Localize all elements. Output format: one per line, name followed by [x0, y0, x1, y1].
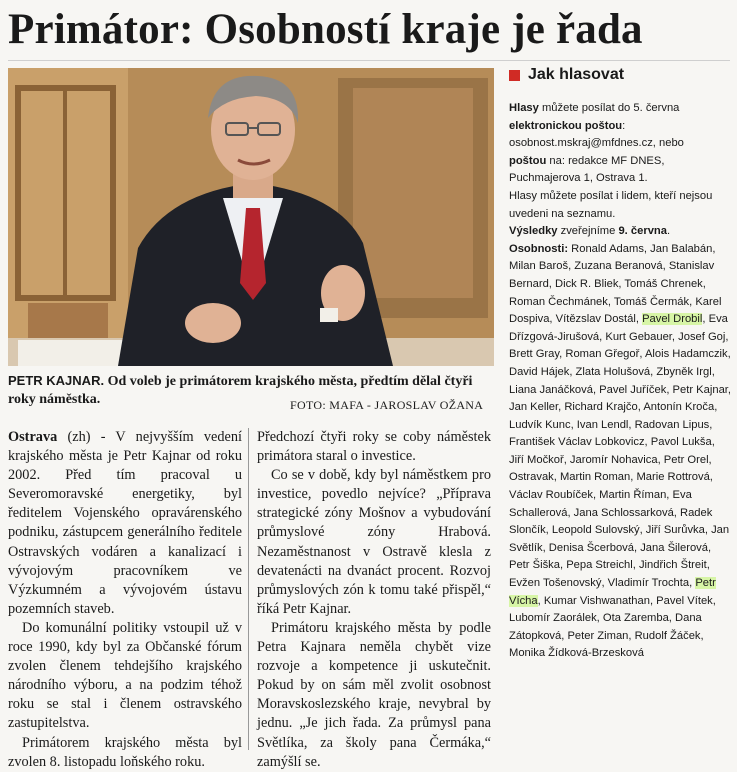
results-end: .	[666, 225, 671, 238]
column-divider	[248, 428, 249, 750]
article-paragraph-4: Předchozí čtyři roky se coby náměstek primátora staral o investice.	[257, 429, 491, 465]
sidebar-email: osobnost.mskraj@mfdnes.cz, nebo	[509, 137, 684, 150]
portrait-photo	[8, 68, 494, 366]
hlasy-label: Hlasy	[509, 102, 539, 114]
portrait-illustration	[8, 68, 494, 366]
people-list-2: , Eva Dřízgová-Jirušová, Kurt Gebauer, Josef Goj, Brett Gray, Roman Gřegoř, Alois Hadamczik, David Hájek, Zlata Holušová, Zbyněk Irgl, Liana Janáčková, Pavel Juříček, Petr Kajnar, Jan Keller, Richard Krajčo, Antonín Kroča, Ludvík Kunc, Ivan Lendl, Radovan Lipus, František Václav Lobkovicz, Pavol Lukša, Jiří Močkoř, Jaromír Nohavica, Petr Orel, Ostravak, Martin Roman, Marie Rottrová, Václav Roubíček, Martin Říman, Eva Schallerová, Jana Schlossarková, Radek Slončík, Leopold Sulovský, Jiří Surůvka, Jan Světlík, Denisa Šcerbová, Jana Šilerová, Petr Šiška, Pepa Streichl, Jindřich Štreit, Evžen Tošenovský, Vladimír Trochta,	[509, 313, 732, 590]
results-date: 9. června	[618, 225, 667, 238]
people-list-1: Ronald Adams, Jan Balabán, Milan Baroš, Zuzana Beranová, Stanislav Bernard, Dick R. Bliek, Tomáš Chrenek, Roman Čechmánek, Tomáš Čermák, Karel Dospiva, Vítězslav Dostál,	[509, 242, 722, 326]
hlasy-text: můžete posílat do 5. června	[538, 102, 680, 114]
headline-rule	[8, 60, 730, 61]
sidebar-people	[509, 241, 731, 663]
voting-sidebar	[509, 64, 731, 663]
article-paragraph-5: Co se v době, kdy byl náměstkem pro investice, povedlo nejvíce? „Příprava strategické zóny Mošnov a vybudování průmyslové zóny Hrabová. Nezaměstnanost v Ostravě klesla z devatenácti na dvanáct procent. Rozvoj průmyslových zón k tomu také přispěl,“ říká Petr Kajnar.	[257, 467, 491, 617]
highlighted-name-2: Petr Vícha	[509, 577, 716, 607]
sidebar-hlasy	[509, 100, 731, 135]
sidebar-post	[509, 153, 731, 188]
results-label: Výsledky	[509, 225, 558, 238]
article-column-middle	[257, 428, 491, 772]
sidebar-body	[509, 100, 731, 663]
article-paragraph-3: Primátorem krajského města byl zvolen 8. listopadu loňského roku.	[8, 734, 242, 770]
sidebar-title: Jak hlasovat	[528, 66, 625, 83]
headline: Primátor: Osobností kraje je řada	[8, 6, 643, 53]
people-label: Osobnosti:	[509, 242, 569, 255]
post-text: na: redakce MF DNES, Puchmajerova 1, Ostrava 1.	[509, 154, 665, 185]
article-paragraph-1	[8, 428, 242, 619]
caption-text: Od voleb je primátorem krajského města, předtím dělal čtyři roky náměstka.	[8, 374, 473, 407]
people-list-3: , Kumar Vishwanathan, Pavel Vítek, Lubomír Zaorálek, Ota Zaremba, Dana Zátopková, Peter Ziman, Rudolf Žáček, Monika Žídková-Brzesková	[509, 594, 716, 660]
caption-name: PETR KAJNAR.	[8, 373, 105, 388]
photo-credit: FOTO: MAFA - JAROSLAV OŽANA	[290, 398, 484, 412]
results-text: zveřejníme	[557, 225, 619, 238]
article-paragraph-1-text: (zh) - V nejvyšším vedení krajského města je Petr Kajnar od roku 2002. Před tím pracoval u Severomoravské energetiky, byl ředitelem Vojenského opravárenského podniku, zástupcem generálního ředitele Ostravských vodáren a kanalizací i vývojovým pracovníkem ve Výzkumném a vývojovém ústavu pozemních staveb.	[8, 429, 242, 617]
post-label: poštou	[509, 154, 547, 167]
colon-text: :	[622, 119, 626, 132]
sidebar-heading	[509, 64, 731, 86]
article-column-left	[8, 428, 242, 772]
sidebar-also: Hlasy můžete posílat i lidem, kteří nejsou uvedeni na seznamu.	[509, 189, 713, 220]
red-square-icon	[509, 70, 520, 81]
highlighted-name-1: Pavel Drobil	[642, 313, 703, 326]
article-paragraph-6: Primátoru krajského města by podle Petra Kajnara neměla chybět vize rozvoje a kompetence ji uskutečnit. Pokud by on sám měl zvolit osobnost Moravskoslezského kraje, nevybral by jednu. „Je jich řada. Za průmysl pana Světlíka, za školy pana Čermáka,“ zamýšlí se.	[257, 619, 491, 770]
email-label: elektronickou poštou	[509, 119, 623, 132]
article-paragraph-2: Do komunální politiky vstoupil už v roce 1990, kdy byl za Občanské fórum zvolen členem tehdejšího krajského národního výboru, a na podzim téhož roku se stal i členem ostravského zastupitelstva.	[8, 619, 242, 732]
dateline: Ostrava	[8, 429, 58, 445]
sidebar-results	[509, 223, 731, 241]
